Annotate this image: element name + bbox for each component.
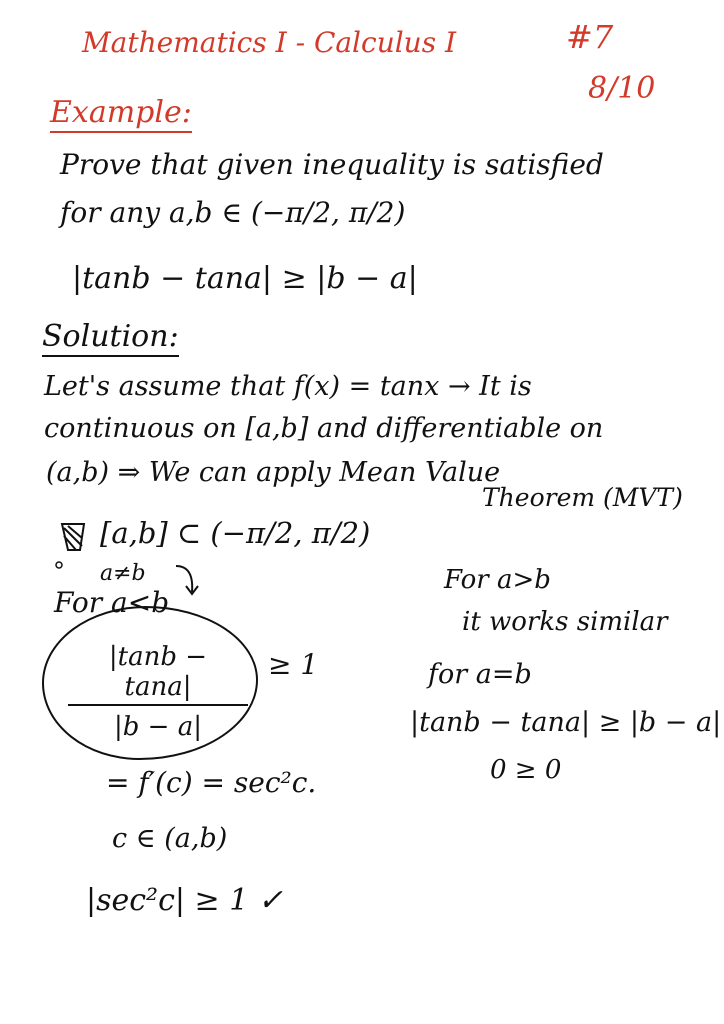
solution-line-1: Let's assume that f(x) = tanx → It is [44, 371, 532, 402]
problem-line-1: Prove that given inequality is satisfied [60, 148, 604, 181]
sec-result: |sec²c| ≥ 1 ✓ [86, 883, 283, 918]
problem-line-2: for any a,b ∈ (−π/2, π/2) [60, 196, 406, 229]
fraction-denominator: |b − a| [114, 712, 202, 742]
problem-inequality: |tanb − tana| ≥ |b − a| [72, 261, 418, 296]
lecture-date: 8/10 [588, 71, 656, 106]
solution-line-3: (a,b) ⇒ We can apply Mean Value [46, 457, 501, 488]
solution-line-2: continuous on [a,b] and differentiable on [44, 413, 604, 444]
curved-arrow-icon [172, 560, 202, 600]
a-not-equal-b: a≠b [100, 561, 146, 586]
fraction-geq-one: ≥ 1 [268, 648, 319, 681]
lecture-number: #7 [566, 18, 614, 56]
right-inequality: |tanb − tana| ≥ |b − a| [410, 707, 722, 738]
interval-subset: [a,b] ⊂ (−π/2, π/2) [100, 516, 371, 550]
example-heading: Example: [50, 96, 192, 133]
solution-line-4: Theorem (MVT) [482, 483, 683, 512]
derivative-line: = f′(c) = sec²c. [106, 766, 317, 799]
right-for-a-greater-b: For a>b [444, 565, 551, 595]
page-title: Mathematics I - Calculus I [82, 26, 457, 59]
right-zero-geq-zero: 0 ≥ 0 [490, 755, 562, 785]
for-a-less-b: For a<b [54, 586, 170, 619]
fraction-numerator: |tanb − tana| [68, 640, 248, 706]
c-interval: c ∈ (a,b) [112, 823, 228, 854]
solution-heading: Solution: [42, 320, 179, 357]
fraction [68, 640, 248, 742]
scribble-mark-icon [58, 520, 88, 556]
right-for-a-equal-b: for a=b [428, 659, 532, 690]
small-circle-icon [54, 560, 64, 570]
right-works-similar: it works similar [462, 607, 668, 637]
